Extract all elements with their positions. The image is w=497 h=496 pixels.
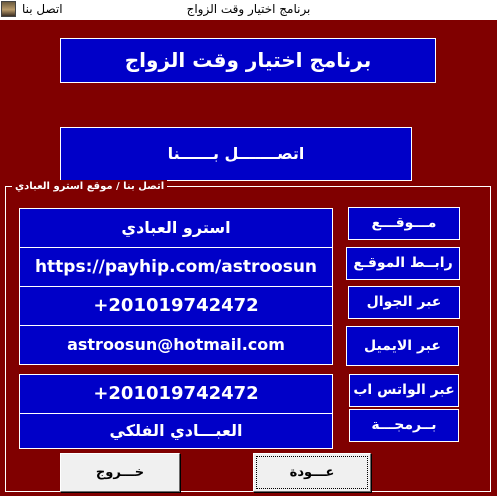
back-button[interactable] bbox=[253, 453, 371, 492]
back-button-label: عـــودة bbox=[289, 465, 335, 480]
email-value: astroosun@hotmail.com bbox=[19, 325, 333, 365]
window-title: برنامج اختيار وقت الزواج bbox=[186, 2, 311, 16]
title-bar[interactable] bbox=[0, 0, 497, 20]
mobile-label: عبر الجوال bbox=[348, 286, 460, 319]
site-label: مـــوقـــع bbox=[348, 207, 460, 240]
contact-us-heading: اتصـــــــل بــــــنا bbox=[60, 127, 412, 181]
exit-button[interactable] bbox=[60, 453, 180, 492]
site-link-label: رابــط الموقـع bbox=[346, 247, 460, 280]
developer-value: العبـــادي الفلكي bbox=[19, 413, 333, 449]
whatsapp-label: عبر الواتس اب bbox=[349, 374, 459, 407]
exit-button-label: خـــروج bbox=[95, 465, 145, 480]
mobile-number-value: +201019742472 bbox=[19, 286, 333, 326]
programming-label: بــرمجـــة bbox=[349, 409, 459, 442]
site-url-value: https://payhip.com/astroosun bbox=[19, 247, 333, 287]
group-caption: اتصل بنا / موقع استرو العبادي bbox=[12, 180, 167, 194]
program-title-banner: برنامج اختيار وقت الزواج bbox=[60, 38, 436, 83]
site-name-value: استرو العبادي bbox=[19, 208, 333, 248]
email-label: عبر الايميل bbox=[346, 326, 459, 366]
whatsapp-number-value: +201019742472 bbox=[19, 374, 333, 414]
window-left-title: اتصل بنا bbox=[22, 2, 63, 16]
